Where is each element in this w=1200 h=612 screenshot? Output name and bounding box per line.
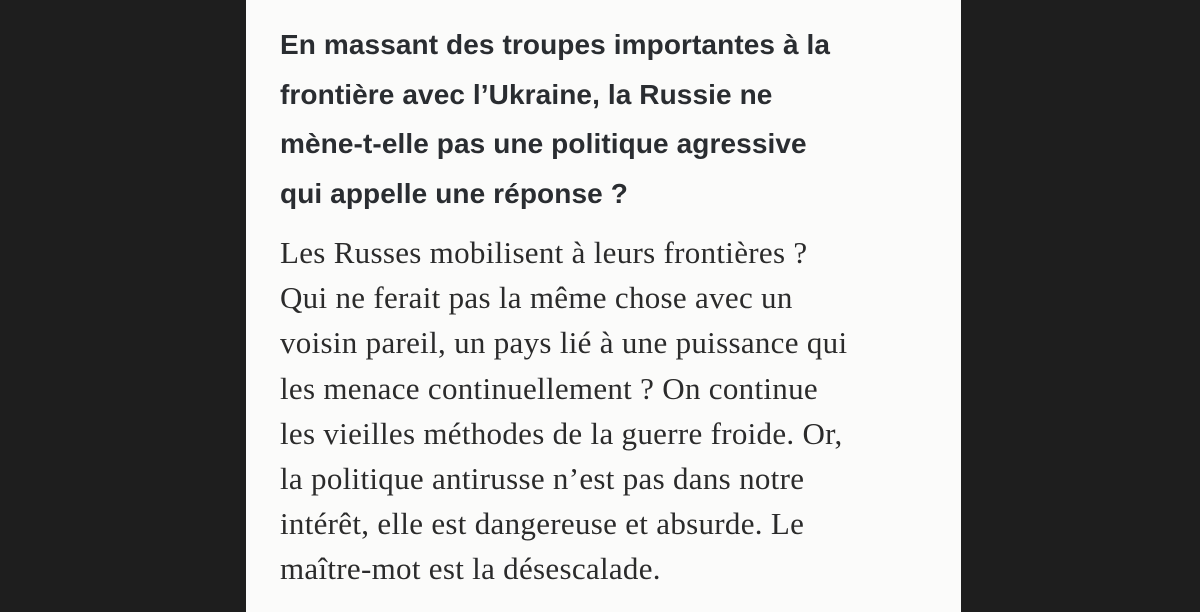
question-line: En massant des troupes importantes à la [280, 29, 831, 60]
interview-answer [280, 230, 950, 592]
answer-line: voisin pareil, un pays lié à une puissance qui [280, 325, 848, 361]
answer-line: les vieilles méthodes de la guerre froide. Or, [280, 415, 843, 451]
question-line: mène-t-elle pas une politique agressive [280, 128, 807, 159]
answer-line: les menace continuellement ? On continue [280, 370, 818, 406]
question-line: frontière avec l’Ukraine, la Russie ne [280, 78, 773, 110]
question-line: qui appelle une réponse ? [280, 177, 628, 209]
article-excerpt [246, 0, 961, 612]
answer-line: intérêt, elle est dangereuse et absurde. Le [280, 506, 805, 542]
answer-line: Qui ne ferait pas la même chose avec un [280, 280, 793, 316]
answer-line: maître-mot est la désescalade. [280, 551, 661, 587]
answer-line: Les Russes mobilisent à leurs frontières ? [280, 235, 808, 270]
interview-question [280, 20, 940, 218]
answer-line: la politique antirusse n’est pas dans notre [280, 461, 805, 497]
